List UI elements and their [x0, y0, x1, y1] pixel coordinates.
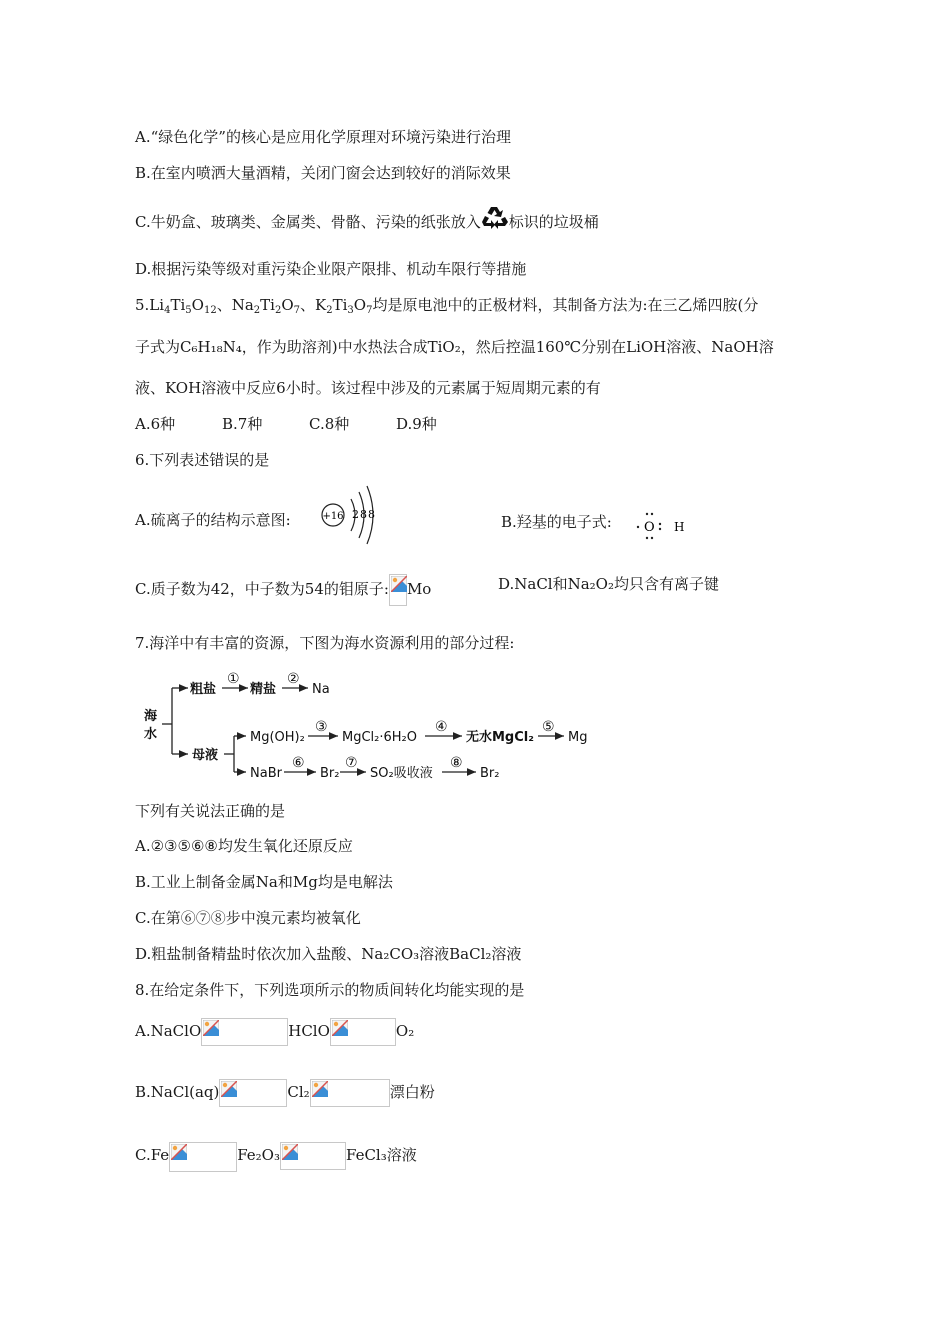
broken-image-icon: [201, 1018, 288, 1042]
magnesium-chloride-hexahydrate: MgCl₂·6H₂O: [342, 730, 417, 745]
mother-liquor: 母液: [192, 748, 219, 763]
q8-b-intermediate: Cl₂: [287, 1083, 310, 1101]
q7-question: 下列有关说法正确的是: [135, 802, 286, 820]
refined-salt: 精盐: [250, 682, 277, 697]
q4-option-c-text: C.牛奶盒、玻璃类、金属类、骨骼、污染的纸张放入: [135, 213, 481, 231]
q6-option-c-text: C.质子数为42，中子数为54的钼原子:: [135, 580, 389, 598]
shell-3-electrons: 8: [368, 508, 375, 521]
q8-b-reactant: B.NaCl(aq): [135, 1083, 220, 1101]
recycle-icon: [481, 205, 509, 229]
q8-option-b: [135, 1079, 435, 1103]
q5-stem-line3: 液、KOH溶液中反应6小时。该过程中涉及的元素属于短周期元素的有: [135, 379, 601, 397]
crude-salt: 粗盐: [190, 682, 217, 697]
q4-option-d: D.根据污染等级对重污染企业限产限排、机动车限行等措施: [135, 260, 527, 278]
q5-option-c: C.8种: [309, 415, 350, 433]
q8-a-intermediate: HClO: [288, 1022, 330, 1040]
shell-1-electrons: 2: [352, 508, 359, 521]
q4-option-c-text-end: 标识的垃圾桶: [508, 213, 599, 231]
q6-option-d: D.NaCl和Na₂O₂均只含有离子键: [498, 575, 719, 593]
shell-2-electrons: 8: [360, 508, 367, 521]
q8-c-intermediate: Fe₂O₃: [237, 1146, 280, 1164]
q4-option-b: B.在室内喷洒大量酒精，关闭门窗会达到较好的消际效果: [135, 164, 511, 182]
q5-options: [135, 414, 437, 434]
q5-stem-line1: $5.Li_4Ti_5O_{12}$、$Na_2Ti_2O_7$、$K_2Ti_3O_7$均是原电池中的正极材料，其制备方法为:在三乙烯四胺(分: [135, 296, 759, 316]
q7-option-a: A.②③⑤⑥⑧均发生氧化还原反应: [135, 837, 353, 855]
broken-image-icon: [169, 1142, 237, 1166]
so2-absorption-liquid: SO₂吸收液: [370, 766, 433, 781]
q6-stem: 6.下列表述错误的是: [135, 451, 270, 469]
seawater-process-flowchart: [140, 668, 600, 788]
q5-option-d: D.9种: [396, 415, 437, 433]
magnesium: Mg: [568, 730, 588, 745]
broken-image-icon: [280, 1142, 346, 1166]
step-3: ③: [315, 719, 328, 735]
magnesium-hydroxide: Mg(OH)₂: [250, 730, 305, 745]
q5-stem-line2: 子式为C₆H₁₈N₄，作为助溶剂)中水热法合成TiO₂，然后控温160℃分别在LiOH溶液、NaOH溶: [135, 338, 774, 356]
q8-stem: 8.在给定条件下，下列选项所示的物质间转化均能实现的是: [135, 981, 525, 999]
step-5: ⑤: [542, 719, 555, 735]
q7-option-b: B.工业上制备金属Na和Mg均是电解法: [135, 873, 393, 891]
q8-b-product: 漂白粉: [389, 1083, 435, 1101]
step-7: ⑦: [345, 755, 358, 771]
q7-stem: 7.海洋中有丰富的资源，下图为海水资源利用的部分过程:: [135, 634, 515, 652]
step-6: ⑥: [292, 755, 305, 771]
broken-image-icon: [389, 574, 407, 606]
seawater-label-1: 海: [144, 709, 158, 724]
q5-option-b: B.7种: [222, 415, 263, 433]
q8-c-product: FeCl₃溶液: [345, 1146, 417, 1164]
q7-option-d: D.粗盐制备精盐时依次加入盐酸、Na₂CO₃溶液BaCl₂溶液: [135, 945, 522, 963]
step-4: ④: [435, 719, 448, 735]
broken-image-icon: [219, 1079, 287, 1103]
broken-image-icon: [310, 1079, 390, 1103]
hydrogen-symbol: H: [674, 520, 685, 534]
broken-image-icon: [330, 1018, 396, 1042]
step-1: ①: [227, 671, 240, 687]
q8-option-a: [135, 1018, 414, 1042]
molybdenum-symbol: Mo: [406, 580, 432, 598]
nucleus-charge: +16: [322, 511, 344, 522]
q5-option-a: A.6种: [135, 415, 176, 433]
seawater-label-2: 水: [144, 727, 158, 742]
q6-option-c: [135, 574, 431, 606]
q4-option-c: [135, 205, 599, 232]
sulfide-ion-structure-diagram: [318, 484, 388, 546]
q8-c-reactant: C.Fe: [135, 1146, 170, 1164]
anhydrous-magnesium-chloride: 无水MgCl₂: [466, 730, 534, 745]
q8-a-reactant: A.NaClO: [135, 1022, 202, 1040]
sodium-bromide: NaBr: [250, 766, 282, 781]
q6-option-b: B.羟基的电子式:: [501, 513, 612, 531]
q8-option-c: [135, 1142, 417, 1166]
step-8: ⑧: [450, 755, 463, 771]
step-2: ②: [287, 671, 300, 687]
q8-a-product: O₂: [395, 1022, 415, 1040]
q6-option-a: A.硫离子的结构示意图:: [135, 511, 291, 529]
bromine-1: Br₂: [320, 766, 340, 781]
hydroxyl-electron-formula: [632, 510, 692, 542]
bromine-2: Br₂: [480, 766, 500, 781]
q7-option-c: C.在第⑥⑦⑧步中溴元素均被氧化: [135, 909, 361, 927]
sodium: Na: [312, 682, 330, 697]
q4-option-a: A.“绿色化学”的核心是应用化学原理对环境污染进行治理: [135, 128, 511, 146]
oxygen-symbol: O: [644, 520, 655, 535]
